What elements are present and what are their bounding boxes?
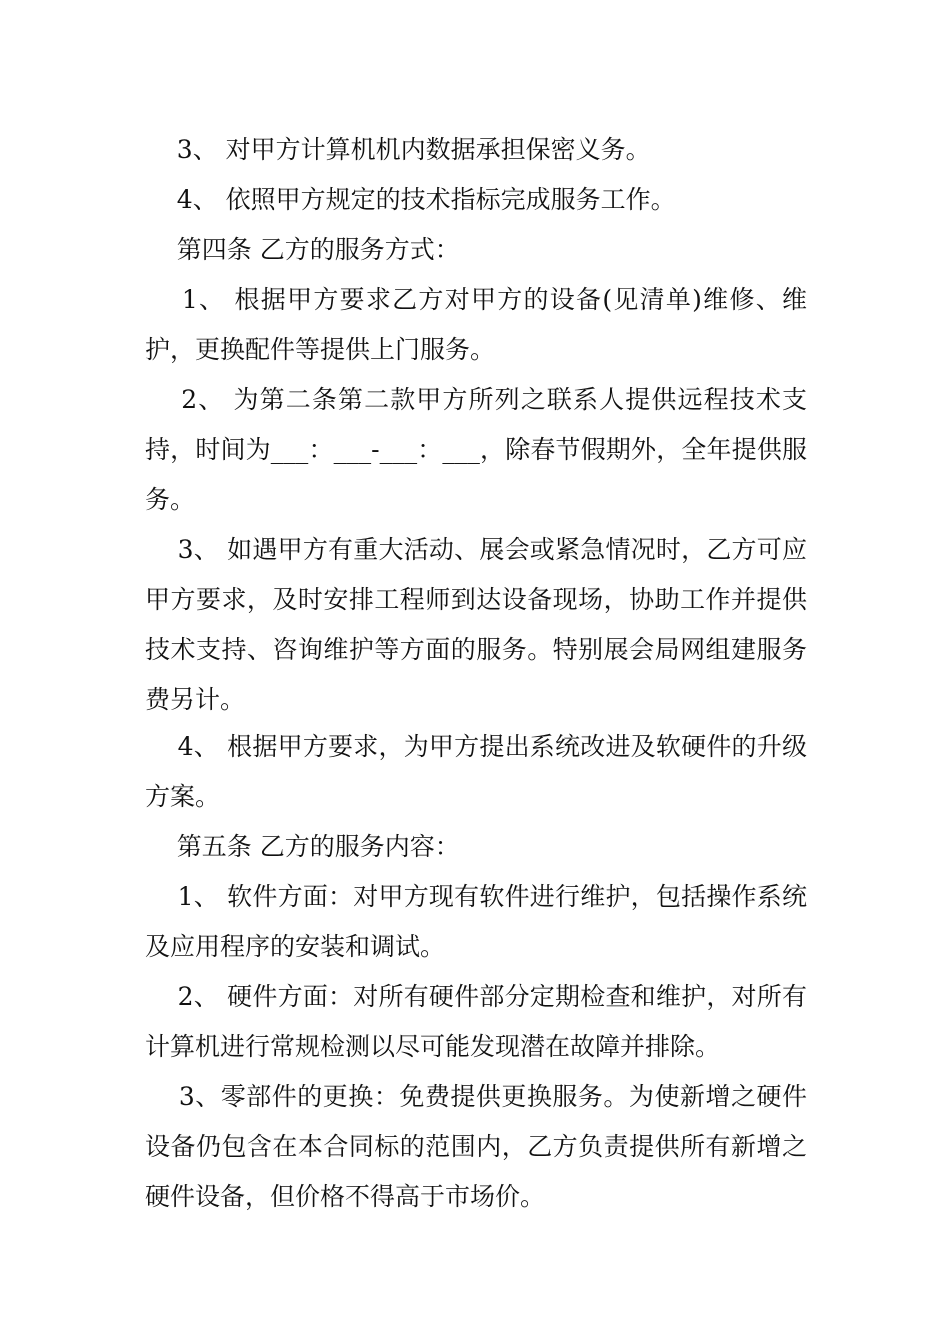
service-mode-item-2: 2、 为第二条第二款甲方所列之联系人提供远程技术支持，时间为___：___-___：___，除春节假期外，全年提供服务。 xyxy=(145,385,807,514)
service-content-software: 1、 软件方面：对甲方现有软件进行维护，包括操作系统及应用程序的安装和调试。 xyxy=(145,882,807,961)
article-4-heading: 第四条 乙方的服务方式： xyxy=(145,235,460,264)
service-mode-item-4: 4、 根据甲方要求，为甲方提出系统改进及软硬件的升级方案。 xyxy=(145,732,807,811)
service-mode-item-1: 1、 根据甲方要求乙方对甲方的设备(见清单)维修、维护，更换配件等提供上门服务。 xyxy=(145,285,807,364)
article-5-heading: 第五条 乙方的服务内容： xyxy=(145,832,460,861)
clause-4-technical-standards: 4、 依照甲方规定的技术指标完成服务工作。 xyxy=(145,185,676,214)
service-content-parts-replacement: 3、零部件的更换：免费提供更换服务。为使新增之硬件设备仍包含在本合同标的范围内，乙方负责提供所有新增之硬件设备，但价格不得高于市场价。 xyxy=(145,1082,807,1211)
service-content-hardware: 2、 硬件方面：对所有硬件部分定期检查和维护，对所有计算机进行常规检测以尽可能发现潜在故障并排除。 xyxy=(145,982,807,1061)
service-mode-item-3: 3、 如遇甲方有重大活动、展会或紧急情况时，乙方可应甲方要求，及时安排工程师到达设备现场，协助工作并提供技术支持、咨询维护等方面的服务。特别展会局网组建服务费另计。 xyxy=(145,535,807,714)
clause-3-confidentiality: 3、 对甲方计算机机内数据承担保密义务。 xyxy=(145,135,651,164)
